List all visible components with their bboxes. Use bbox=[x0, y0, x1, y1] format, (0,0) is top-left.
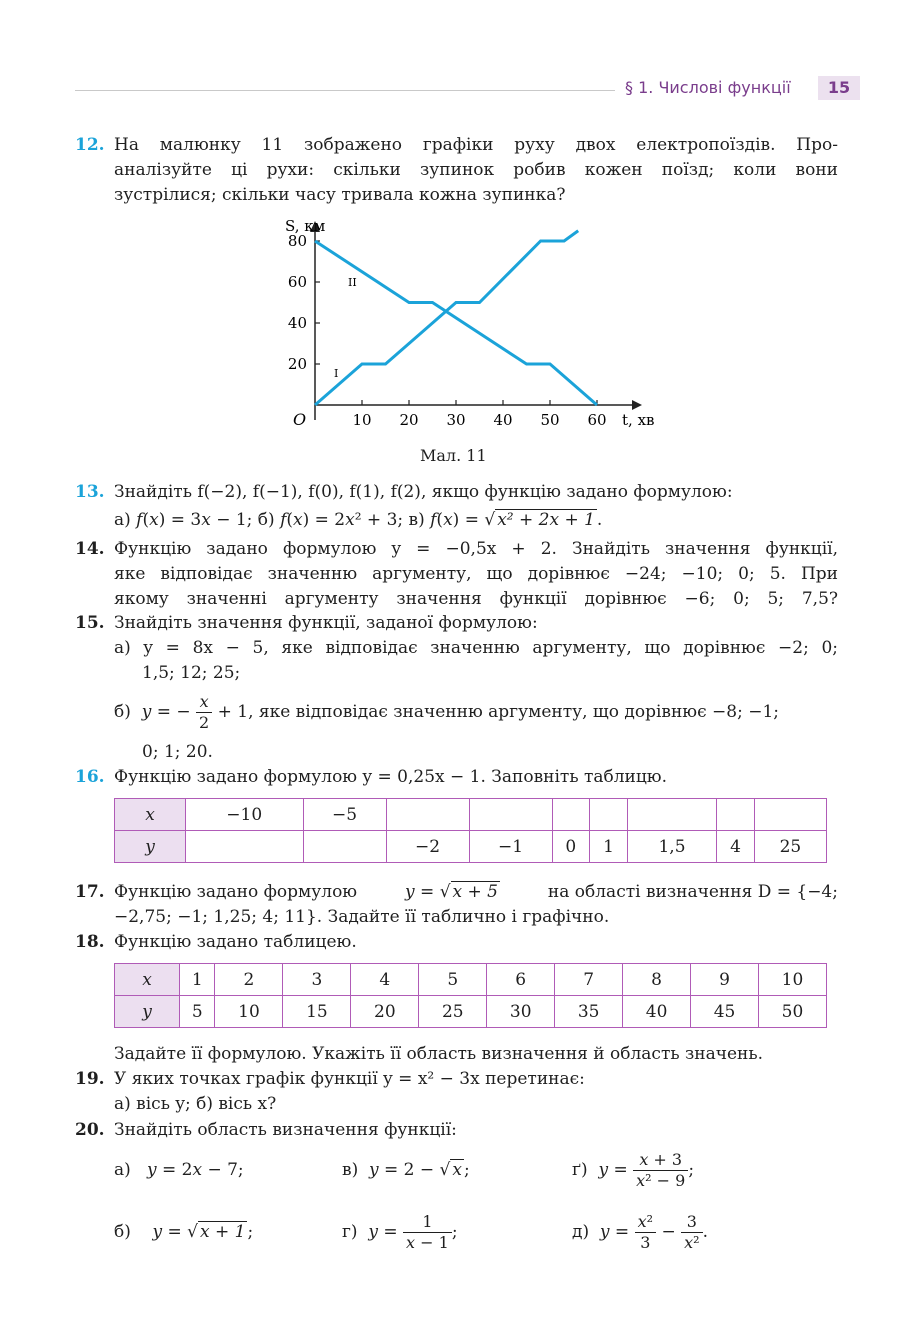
problem-20-v: в) y = 2 − √ x ; bbox=[342, 1160, 470, 1180]
x-tick-label: 60 bbox=[587, 411, 607, 429]
problem-17-line-2: −2,75; −1; 1,25; 4; 11}. Задайте її таблично і графічно. bbox=[114, 907, 610, 927]
page-number: 15 bbox=[818, 76, 860, 100]
x-tick-label: 30 bbox=[446, 411, 466, 429]
x-tick-label: 20 bbox=[399, 411, 419, 429]
problem-16-number: 16. bbox=[75, 767, 105, 787]
table18-y-cell: 35 bbox=[555, 996, 623, 1028]
table18-x-cell: 2 bbox=[215, 964, 283, 996]
table16-y-cell: 1 bbox=[590, 831, 628, 863]
y-tick-label: 60 bbox=[287, 273, 307, 291]
problem-15-number: 15. bbox=[75, 613, 105, 633]
x-tick-label: 40 bbox=[493, 411, 513, 429]
table16-x-cell bbox=[386, 799, 469, 831]
problem-20-number: 20. bbox=[75, 1120, 105, 1140]
x-tick-label: 50 bbox=[540, 411, 560, 429]
problem-12-line-1: На малюнку 11 зображено графіки руху двох електропоїздів. Про- bbox=[114, 135, 838, 155]
table16-x-cell bbox=[469, 799, 552, 831]
problem-20-b: б) y = √ x + 1 ; bbox=[114, 1222, 254, 1242]
table18-x-cell: 5 bbox=[419, 964, 487, 996]
problem-18-line-1: Функцію задано таблицею. bbox=[114, 932, 357, 952]
x-axis-label: t, хв bbox=[622, 411, 655, 429]
x-tick-label: 10 bbox=[352, 411, 372, 429]
problem-20-d: д) y = $\frac{\text{x²}}{3}$ − $\frac{3}{\text{x²}}$ . bbox=[572, 1212, 708, 1252]
problem-15-b-line-2: 0; 1; 20. bbox=[142, 742, 213, 762]
problem-12-line-3: зустрілися; скільки часу тривала кожна зупинка? bbox=[114, 185, 566, 205]
table16-x-cell: −10 bbox=[186, 799, 304, 831]
problem-20-line-1: Знайдіть область визначення функції: bbox=[114, 1120, 457, 1140]
table18-y-cell: 20 bbox=[351, 996, 419, 1028]
problem-17-text-post: на області визначення D = {−4; bbox=[547, 882, 838, 902]
table-header-y: y bbox=[115, 996, 180, 1028]
table18-x-cell: 6 bbox=[487, 964, 555, 996]
problem-20-g: г) y = $\frac{1}{x - 1}$ ; bbox=[342, 1212, 458, 1252]
table18-x-cell: 3 bbox=[283, 964, 351, 996]
problem-14-line-3: якому значенні аргументу значення функції дорівнює −6; 0; 5; 7,5? bbox=[114, 589, 838, 609]
table18-y-cell: 10 bbox=[215, 996, 283, 1028]
table16-x-cell bbox=[717, 799, 755, 831]
table-header-x: x bbox=[115, 799, 186, 831]
table18-x-cell: 10 bbox=[758, 964, 826, 996]
table16-y-cell: 1,5 bbox=[627, 831, 716, 863]
table18-y-cell: 50 bbox=[758, 996, 826, 1028]
table16-y-cell: 25 bbox=[754, 831, 826, 863]
series-II-line bbox=[315, 241, 597, 405]
table-header-x: x bbox=[115, 964, 180, 996]
table16-x-cell bbox=[627, 799, 716, 831]
problem-19-line-2: а) вісь y; б) вісь x? bbox=[114, 1094, 277, 1114]
problem-17-formula: y = √ x + 5 bbox=[405, 882, 498, 902]
problem-20-g-prime: ґ) y = $\frac{x + 3}{\text{x² − 9}}$ ; bbox=[572, 1150, 695, 1190]
table16-x-cell: −5 bbox=[303, 799, 386, 831]
figure-caption: Мал. 11 bbox=[420, 446, 487, 465]
problem-17-number: 17. bbox=[75, 882, 105, 902]
y-tick-label: 80 bbox=[287, 232, 307, 250]
table18-x-cell: 9 bbox=[691, 964, 759, 996]
table16-y-cell: 0 bbox=[552, 831, 590, 863]
problem-18-after: Задайте її формулою. Укажіть її область визначення й область значень. bbox=[114, 1044, 764, 1064]
problem-15-b-text: , яке відповідає значенню аргументу, що дорівнює −8; −1; bbox=[248, 702, 779, 722]
y-tick-label: 40 bbox=[287, 314, 307, 332]
table18-y-cell: 45 bbox=[691, 996, 759, 1028]
problem-18-table bbox=[114, 963, 827, 1028]
problem-17-text-pre: Функцію задано формулою bbox=[114, 882, 358, 902]
problem-15-a-line-1: а) y = 8x − 5, яке відповідає значенню аргументу, що дорівнює −2; 0; bbox=[114, 638, 838, 658]
motion-graph bbox=[250, 215, 670, 435]
problem-12-line-2: аналізуйте ці рухи: скільки зупинок робив кожен поїзд; коли вони bbox=[114, 160, 838, 180]
problem-16-table bbox=[114, 798, 827, 863]
series-I-label: I bbox=[334, 367, 339, 380]
table18-y-cell: 25 bbox=[419, 996, 487, 1028]
problem-14-line-2: яке відповідає значенню аргументу, що дорівнює −24; −10; 0; 5. При bbox=[114, 564, 838, 584]
table16-y-cell: 4 bbox=[717, 831, 755, 863]
problem-19-line-1: У яких точках графік функції y = x² − 3x перетинає: bbox=[114, 1069, 585, 1089]
problem-13-line-1: Знайдіть f(−2), f(−1), f(0), f(1), f(2), якщо функцію задано формулою: bbox=[114, 482, 733, 502]
table16-x-cell bbox=[552, 799, 590, 831]
table18-y-cell: 5 bbox=[180, 996, 215, 1028]
problem-15-b: б) y = − $\frac{x}{2}$ + 1, яке відповідає значенню аргументу, що дорівнює −8; −1; bbox=[114, 692, 779, 732]
table18-x-cell: 8 bbox=[623, 964, 691, 996]
origin-label: O bbox=[293, 410, 307, 429]
table16-y-cell: −1 bbox=[469, 831, 552, 863]
section-title: § 1. Числові функції bbox=[625, 78, 791, 97]
series-I-line bbox=[315, 231, 578, 405]
problem-14-number: 14. bbox=[75, 539, 105, 559]
table18-y-cell: 40 bbox=[623, 996, 691, 1028]
series-II-label: II bbox=[348, 276, 357, 289]
table16-y-cell bbox=[186, 831, 304, 863]
problem-13-formulas: а) f(x) = 3x − 1; б) f(x) = 2x² + 3; в) f(x) = √ x² + 2x + 1 . bbox=[114, 510, 603, 530]
problem-15-a-line-2: 1,5; 12; 25; bbox=[142, 663, 241, 683]
y-axis-label: S, км bbox=[285, 217, 326, 235]
table16-y-cell bbox=[303, 831, 386, 863]
problem-15-line-1: Знайдіть значення функції, заданої формулою: bbox=[114, 613, 538, 633]
table16-x-cell bbox=[754, 799, 826, 831]
problem-17-line-1 bbox=[114, 880, 838, 904]
problem-16-line-1: Функцію задано формулою y = 0,25x − 1. Заповніть таблицю. bbox=[114, 767, 668, 787]
header-rule bbox=[75, 90, 615, 91]
table-header-y: y bbox=[115, 831, 186, 863]
table18-y-cell: 15 bbox=[283, 996, 351, 1028]
table18-x-cell: 1 bbox=[180, 964, 215, 996]
table16-x-cell bbox=[590, 799, 628, 831]
problem-14-line-1: Функцію задано формулою y = −0,5x + 2. Знайдіть значення функції, bbox=[114, 539, 838, 559]
table18-y-cell: 30 bbox=[487, 996, 555, 1028]
problem-13-number: 13. bbox=[75, 482, 105, 502]
problem-19-number: 19. bbox=[75, 1069, 105, 1089]
table18-x-cell: 7 bbox=[555, 964, 623, 996]
problem-18-number: 18. bbox=[75, 932, 105, 952]
problem-12-number: 12. bbox=[75, 135, 105, 155]
problem-20-a: а) y = 2x − 7; bbox=[114, 1160, 244, 1180]
table18-x-cell: 4 bbox=[351, 964, 419, 996]
table16-y-cell: −2 bbox=[386, 831, 469, 863]
y-tick-label: 20 bbox=[287, 355, 307, 373]
